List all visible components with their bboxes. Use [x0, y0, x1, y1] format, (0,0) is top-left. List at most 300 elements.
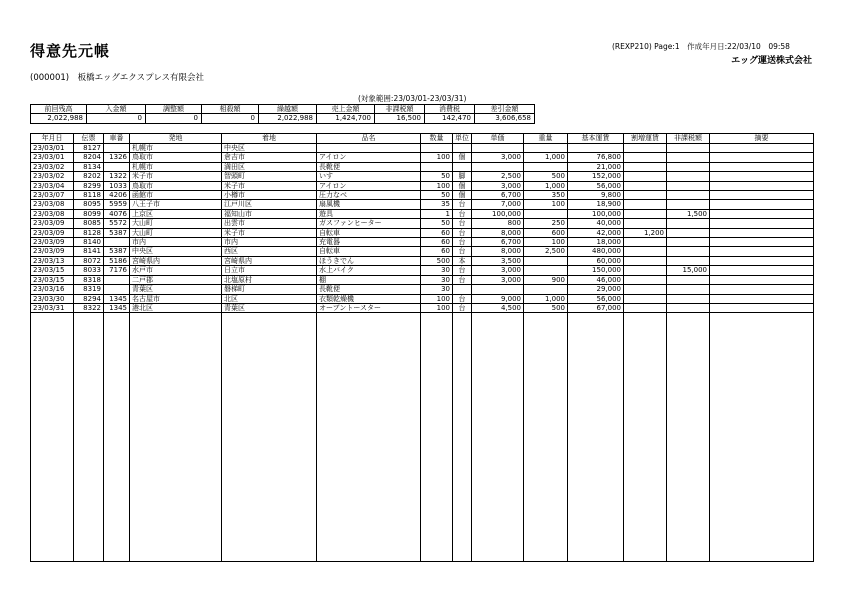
table-cell: 日立市 — [222, 266, 317, 275]
table-cell: 23/03/15 — [31, 266, 74, 275]
table-cell: 23/03/08 — [31, 209, 74, 218]
table-cell: 福知山市 — [222, 209, 317, 218]
table-cell: 中央区 — [222, 144, 317, 153]
table-cell: 台 — [453, 303, 472, 312]
table-cell: 大山町 — [130, 228, 222, 237]
blank-cell — [710, 313, 814, 562]
table-cell — [667, 256, 710, 265]
table-cell — [667, 294, 710, 303]
table-cell: 8,000 — [472, 228, 524, 237]
table-cell: 青葉区 — [130, 285, 222, 294]
table-cell: 6,700 — [472, 191, 524, 200]
table-cell — [624, 144, 667, 153]
summary-header: 入金額 — [87, 105, 146, 114]
table-cell: 500 — [524, 303, 568, 312]
table-cell: 100 — [524, 238, 568, 247]
table-cell — [472, 285, 524, 294]
table-cell: 大山町 — [130, 219, 222, 228]
table-cell — [104, 285, 130, 294]
column-header: 着地 — [222, 134, 317, 144]
table-cell: 充電器 — [317, 238, 421, 247]
table-cell: 23/03/04 — [31, 181, 74, 190]
table-cell — [667, 275, 710, 284]
table-cell: 北塩原村 — [222, 275, 317, 284]
blank-cell — [31, 313, 74, 562]
table-cell: 衣類乾燥機 — [317, 294, 421, 303]
summary-value: 2,022,988 — [31, 114, 87, 123]
table-cell: 函館市 — [130, 191, 222, 200]
table-cell: 米子市 — [222, 181, 317, 190]
table-cell: 30 — [421, 266, 453, 275]
table-cell: 480,000 — [568, 247, 624, 256]
table-cell: 8322 — [74, 303, 104, 312]
summary-value: 0 — [202, 114, 259, 123]
summary-value: 0 — [146, 114, 202, 123]
table-cell: 中央区 — [130, 247, 222, 256]
table-cell — [710, 238, 814, 247]
column-header: 品名 — [317, 134, 421, 144]
table-cell: 智頭町 — [222, 172, 317, 181]
table-row — [31, 228, 814, 237]
table-cell: 8299 — [74, 181, 104, 190]
table-cell: 満田区 — [222, 162, 317, 171]
table-cell — [624, 256, 667, 265]
column-header: 伝票 — [74, 134, 104, 144]
summary-header: 調整額 — [146, 105, 202, 114]
table-cell: 23/03/02 — [31, 162, 74, 171]
table-cell: 8134 — [74, 162, 104, 171]
blank-cell — [421, 313, 453, 562]
table-cell: 5186 — [104, 256, 130, 265]
column-header: 摘要 — [710, 134, 814, 144]
table-cell: 6,700 — [472, 238, 524, 247]
table-cell: 自転車 — [317, 247, 421, 256]
table-cell — [524, 266, 568, 275]
summary-header: 前回残高 — [31, 105, 87, 114]
page-title: 得意先元帳 — [30, 42, 111, 60]
table-cell: 8202 — [74, 172, 104, 181]
table-cell — [472, 144, 524, 153]
table-cell: 8318 — [74, 275, 104, 284]
table-cell: 倉吉市 — [222, 153, 317, 162]
table-cell: 8085 — [74, 219, 104, 228]
table-cell — [710, 153, 814, 162]
table-cell: 500 — [421, 256, 453, 265]
summary-value: 2,022,988 — [259, 114, 317, 123]
table-cell: 個 — [453, 181, 472, 190]
summary-header: 売上金額 — [317, 105, 375, 114]
table-cell: 23/03/09 — [31, 247, 74, 256]
table-cell: 2,500 — [524, 247, 568, 256]
table-cell — [472, 162, 524, 171]
table-cell — [667, 172, 710, 181]
table-cell: 4206 — [104, 191, 130, 200]
date-range: (対象範囲:23/03/01-23/03/31) — [358, 94, 467, 103]
table-cell: 23/03/09 — [31, 219, 74, 228]
table-cell — [524, 162, 568, 171]
summary-value: 3,606,658 — [475, 114, 535, 123]
table-cell — [104, 144, 130, 153]
table-cell: 2,500 — [472, 172, 524, 181]
table-cell: 8127 — [74, 144, 104, 153]
table-cell: 3,000 — [472, 153, 524, 162]
table-cell: 八王子市 — [130, 200, 222, 209]
table-cell — [624, 200, 667, 209]
table-cell — [624, 285, 667, 294]
table-cell — [710, 219, 814, 228]
table-row — [31, 172, 814, 181]
table-cell: 圧力なべ — [317, 191, 421, 200]
column-header: 割増運賃 — [624, 134, 667, 144]
table-cell — [710, 256, 814, 265]
table-cell — [421, 162, 453, 171]
table-cell: 米子市 — [222, 228, 317, 237]
table-row — [31, 181, 814, 190]
table-cell: 8140 — [74, 238, 104, 247]
summary-header: 相殺額 — [202, 105, 259, 114]
table-cell: 江戸川区 — [222, 200, 317, 209]
table-cell: 50 — [421, 219, 453, 228]
table-cell: 67,000 — [568, 303, 624, 312]
table-row — [31, 285, 814, 294]
table-cell — [624, 275, 667, 284]
table-cell: 60,000 — [568, 256, 624, 265]
table-cell — [453, 144, 472, 153]
table-cell: 1033 — [104, 181, 130, 190]
table-row — [31, 294, 814, 303]
table-cell — [710, 228, 814, 237]
summary-header: 繰越額 — [259, 105, 317, 114]
blank-cell — [222, 313, 317, 562]
column-header: 発地 — [130, 134, 222, 144]
table-cell: 500 — [524, 172, 568, 181]
table-cell: ガスファンヒーター — [317, 219, 421, 228]
table-cell: 水上バイク — [317, 266, 421, 275]
table-cell: 宮崎県内 — [222, 256, 317, 265]
table-cell: 1,000 — [524, 181, 568, 190]
column-header: 重量 — [524, 134, 568, 144]
table-cell: 152,000 — [568, 172, 624, 181]
table-cell — [317, 144, 421, 153]
table-cell — [453, 162, 472, 171]
table-cell — [104, 162, 130, 171]
table-cell: 18,000 — [568, 238, 624, 247]
table-cell: 港北区 — [130, 303, 222, 312]
table-cell — [667, 247, 710, 256]
table-row — [31, 256, 814, 265]
table-cell: 23/03/13 — [31, 256, 74, 265]
table-cell — [453, 285, 472, 294]
table-row — [31, 153, 814, 162]
column-header: 単価 — [472, 134, 524, 144]
table-cell: 鳥取市 — [130, 181, 222, 190]
column-header: 車番 — [104, 134, 130, 144]
table-cell — [710, 162, 814, 171]
table-cell: 9,800 — [568, 191, 624, 200]
table-cell: アイロン — [317, 181, 421, 190]
table-cell — [710, 303, 814, 312]
column-header: 年月日 — [31, 134, 74, 144]
table-cell: 23/03/08 — [31, 200, 74, 209]
table-cell: 3,000 — [472, 181, 524, 190]
table-cell — [667, 303, 710, 312]
table-cell: 23/03/01 — [31, 144, 74, 153]
column-header: 数量 — [421, 134, 453, 144]
table-cell: 出雲市 — [222, 219, 317, 228]
table-cell: 150,000 — [568, 266, 624, 275]
table-cell: 60 — [421, 247, 453, 256]
table-cell: ほうきでん — [317, 256, 421, 265]
table-cell — [624, 172, 667, 181]
table-cell: 市内 — [130, 238, 222, 247]
blank-row — [31, 313, 814, 562]
table-cell — [624, 219, 667, 228]
table-cell — [524, 144, 568, 153]
table-cell: 23/03/01 — [31, 153, 74, 162]
table-cell: 4,500 — [472, 303, 524, 312]
table-cell: 宮崎県内 — [130, 256, 222, 265]
table-cell: 23/03/16 — [31, 285, 74, 294]
table-cell: 台 — [453, 209, 472, 218]
table-cell: 本 — [453, 256, 472, 265]
table-cell: 15,000 — [667, 266, 710, 275]
table-cell: 50 — [421, 191, 453, 200]
table-cell — [710, 181, 814, 190]
table-cell: 脚 — [453, 172, 472, 181]
table-cell: 上京区 — [130, 209, 222, 218]
table-cell — [667, 238, 710, 247]
table-cell: 台 — [453, 294, 472, 303]
table-cell: 23/03/09 — [31, 228, 74, 237]
table-cell: 青葉区 — [222, 303, 317, 312]
table-cell: 23/03/31 — [31, 303, 74, 312]
table-cell: 30 — [421, 285, 453, 294]
table-cell: 鳥取市 — [130, 153, 222, 162]
table-cell: 100 — [421, 294, 453, 303]
table-cell: 100,000 — [472, 209, 524, 218]
table-cell: 北区 — [222, 294, 317, 303]
table-cell: 23/03/07 — [31, 191, 74, 200]
table-cell — [667, 285, 710, 294]
blank-cell — [472, 313, 524, 562]
column-header: 単位 — [453, 134, 472, 144]
table-cell — [710, 285, 814, 294]
table-cell: 1326 — [104, 153, 130, 162]
table-cell: 小樽市 — [222, 191, 317, 200]
table-cell: 1345 — [104, 303, 130, 312]
table-cell — [624, 191, 667, 200]
table-cell — [667, 219, 710, 228]
company-name: エッグ運送株式会社 — [731, 56, 812, 66]
table-cell — [624, 266, 667, 275]
table-cell: 8099 — [74, 209, 104, 218]
table-cell: 台 — [453, 200, 472, 209]
table-cell: 250 — [524, 219, 568, 228]
report-code: (REXP210) Page:1 作成年月日:22/03/10 09:58 — [612, 42, 790, 51]
table-cell: 8319 — [74, 285, 104, 294]
table-cell — [524, 285, 568, 294]
table-cell: 8204 — [74, 153, 104, 162]
table-cell: 8128 — [74, 228, 104, 237]
table-row — [31, 191, 814, 200]
table-cell — [624, 294, 667, 303]
table-row — [31, 144, 814, 153]
table-cell: 100 — [421, 153, 453, 162]
table-cell: 100 — [421, 303, 453, 312]
table-cell: 7176 — [104, 266, 130, 275]
table-cell: 個 — [453, 191, 472, 200]
summary-value: 1,424,700 — [317, 114, 375, 123]
table-row — [31, 275, 814, 284]
summary-value: 142,470 — [425, 114, 475, 123]
table-cell: 800 — [472, 219, 524, 228]
table-cell: 台 — [453, 238, 472, 247]
table-cell: 水戸市 — [130, 266, 222, 275]
table-cell: 46,000 — [568, 275, 624, 284]
table-cell: 1,000 — [524, 153, 568, 162]
blank-cell — [104, 313, 130, 562]
table-cell: 棚 — [317, 275, 421, 284]
table-cell — [667, 144, 710, 153]
table-cell: 30 — [421, 275, 453, 284]
table-cell: 台 — [453, 247, 472, 256]
table-cell — [624, 209, 667, 218]
table-cell: 42,000 — [568, 228, 624, 237]
table-cell: 名古屋市 — [130, 294, 222, 303]
table-cell: 56,000 — [568, 181, 624, 190]
table-cell — [667, 191, 710, 200]
blank-cell — [453, 313, 472, 562]
blank-cell — [524, 313, 568, 562]
table-cell — [710, 266, 814, 275]
table-cell — [710, 191, 814, 200]
table-cell: 長靴便 — [317, 285, 421, 294]
table-row — [31, 247, 814, 256]
table-cell: 21,000 — [568, 162, 624, 171]
table-cell — [710, 144, 814, 153]
table-cell: 西区 — [222, 247, 317, 256]
table-cell: 60 — [421, 228, 453, 237]
table-cell: 遊具 — [317, 209, 421, 218]
table-cell — [624, 153, 667, 162]
column-header: 基本運賃 — [568, 134, 624, 144]
table-cell: 9,000 — [472, 294, 524, 303]
table-cell: 1345 — [104, 294, 130, 303]
blank-cell — [130, 313, 222, 562]
table-cell: 台 — [453, 266, 472, 275]
table-cell: 3,000 — [472, 275, 524, 284]
table-row — [31, 238, 814, 247]
table-cell — [710, 247, 814, 256]
table-cell: 8294 — [74, 294, 104, 303]
table-cell: 1322 — [104, 172, 130, 181]
table-cell: 1,500 — [667, 209, 710, 218]
table-cell: 56,000 — [568, 294, 624, 303]
table-cell: 29,000 — [568, 285, 624, 294]
table-cell: 7,000 — [472, 200, 524, 209]
table-cell: 札幌市 — [130, 144, 222, 153]
table-cell: 8095 — [74, 200, 104, 209]
table-cell: 350 — [524, 191, 568, 200]
table-cell — [667, 200, 710, 209]
table-cell — [710, 172, 814, 181]
table-cell: 5387 — [104, 247, 130, 256]
table-cell: 23/03/15 — [31, 275, 74, 284]
summary-value: 0 — [87, 114, 146, 123]
table-row — [31, 266, 814, 275]
table-cell: 1,000 — [524, 294, 568, 303]
table-row — [31, 200, 814, 209]
table-cell — [667, 228, 710, 237]
table-cell — [624, 303, 667, 312]
table-cell — [524, 256, 568, 265]
table-cell: 5959 — [104, 200, 130, 209]
table-cell — [568, 144, 624, 153]
table-cell: 台 — [453, 275, 472, 284]
table-cell: 8141 — [74, 247, 104, 256]
summary-value: 16,500 — [375, 114, 425, 123]
table-cell: 1 — [421, 209, 453, 218]
table-cell: 扇風機 — [317, 200, 421, 209]
table-cell: 台 — [453, 228, 472, 237]
table-cell — [421, 144, 453, 153]
table-cell: 市内 — [222, 238, 317, 247]
table-cell: 3,000 — [472, 266, 524, 275]
table-cell — [667, 181, 710, 190]
table-cell — [710, 275, 814, 284]
table-cell: 二戸郡 — [130, 275, 222, 284]
table-cell: 18,900 — [568, 200, 624, 209]
table-cell: 8118 — [74, 191, 104, 200]
blank-cell — [74, 313, 104, 562]
blank-cell — [624, 313, 667, 562]
table-cell: 100,000 — [568, 209, 624, 218]
summary-table — [30, 104, 535, 124]
table-cell — [624, 247, 667, 256]
table-row — [31, 209, 814, 218]
table-cell — [667, 162, 710, 171]
table-row — [31, 219, 814, 228]
summary-header: 差引金額 — [475, 105, 535, 114]
table-cell — [104, 275, 130, 284]
table-cell — [667, 153, 710, 162]
table-cell: 札幌市 — [130, 162, 222, 171]
table-cell: 76,800 — [568, 153, 624, 162]
table-cell: 5572 — [104, 219, 130, 228]
table-cell: 40,000 — [568, 219, 624, 228]
table-cell: 23/03/02 — [31, 172, 74, 181]
table-cell: 1,200 — [624, 228, 667, 237]
table-cell — [624, 162, 667, 171]
table-cell: 60 — [421, 238, 453, 247]
customer-name: (000001) 板橋エッグエクスプレス有限会社 — [30, 73, 205, 83]
blank-cell — [568, 313, 624, 562]
table-cell: 5387 — [104, 228, 130, 237]
table-cell: 長靴便 — [317, 162, 421, 171]
blank-cell — [317, 313, 421, 562]
summary-header: 消費税 — [425, 105, 475, 114]
table-cell: 900 — [524, 275, 568, 284]
table-cell — [710, 200, 814, 209]
table-cell: 台 — [453, 219, 472, 228]
table-cell: 23/03/09 — [31, 238, 74, 247]
table-cell: オーブントースター — [317, 303, 421, 312]
table-row — [31, 162, 814, 171]
table-cell: 600 — [524, 228, 568, 237]
table-cell: 個 — [453, 153, 472, 162]
table-cell — [710, 294, 814, 303]
table-cell: 100 — [421, 181, 453, 190]
